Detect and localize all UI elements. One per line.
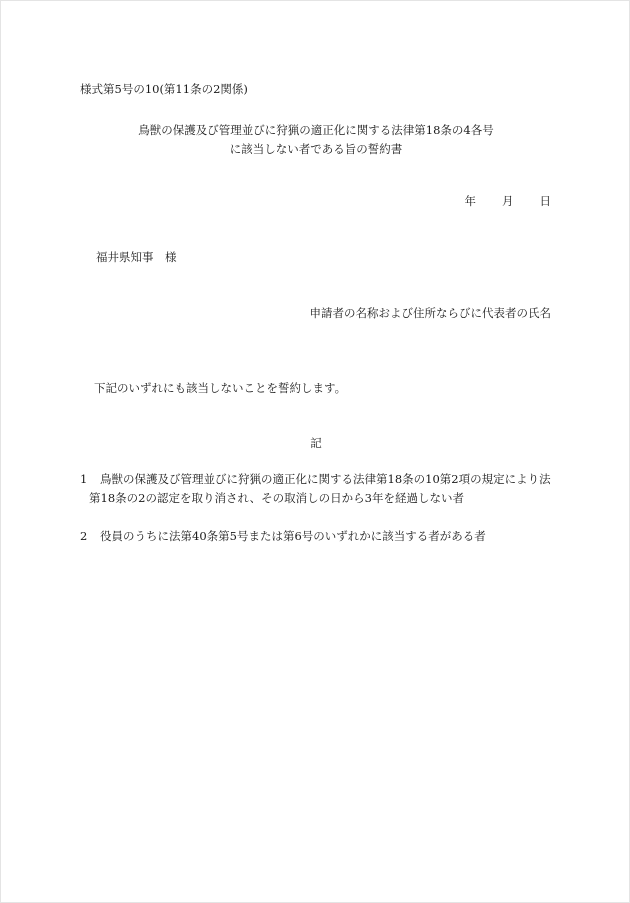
item-text-continuation: 第18条の2の認定を取り消され、その取消しの日から3年を経過しない者 xyxy=(89,491,464,505)
date-month-label: 月 xyxy=(502,194,514,208)
pledge-statement: 下記のいずれにも該当しないことを誓約します。 xyxy=(94,381,347,395)
list-item xyxy=(80,472,551,486)
form-number: 様式第5号の10(第11条の2関係) xyxy=(80,82,248,96)
document-title-line-2: に該当しない者である旨の誓約書 xyxy=(229,142,403,156)
item-text: 鳥獣の保護及び管理並びに狩猟の適正化に関する法律第18条の10第2項の規定により法 xyxy=(100,472,551,486)
item-text: 役員のうちに法第40条第5号または第6号のいずれかに該当する者がある者 xyxy=(100,529,486,543)
ki-heading: 記 xyxy=(310,436,322,450)
date-day-label: 日 xyxy=(539,194,551,208)
list-item xyxy=(80,529,486,543)
item-number: 2 xyxy=(80,529,88,543)
document-title-line-1: 鳥獣の保護及び管理並びに狩猟の適正化に関する法律第18条の4各号 xyxy=(138,123,494,137)
item-number: 1 xyxy=(80,472,88,486)
date-year-label: 年 xyxy=(464,194,476,208)
applicant-label: 申請者の名称および住所ならびに代表者の氏名 xyxy=(309,306,551,320)
date-line xyxy=(465,194,552,208)
addressee: 福井県知事 様 xyxy=(96,250,177,264)
